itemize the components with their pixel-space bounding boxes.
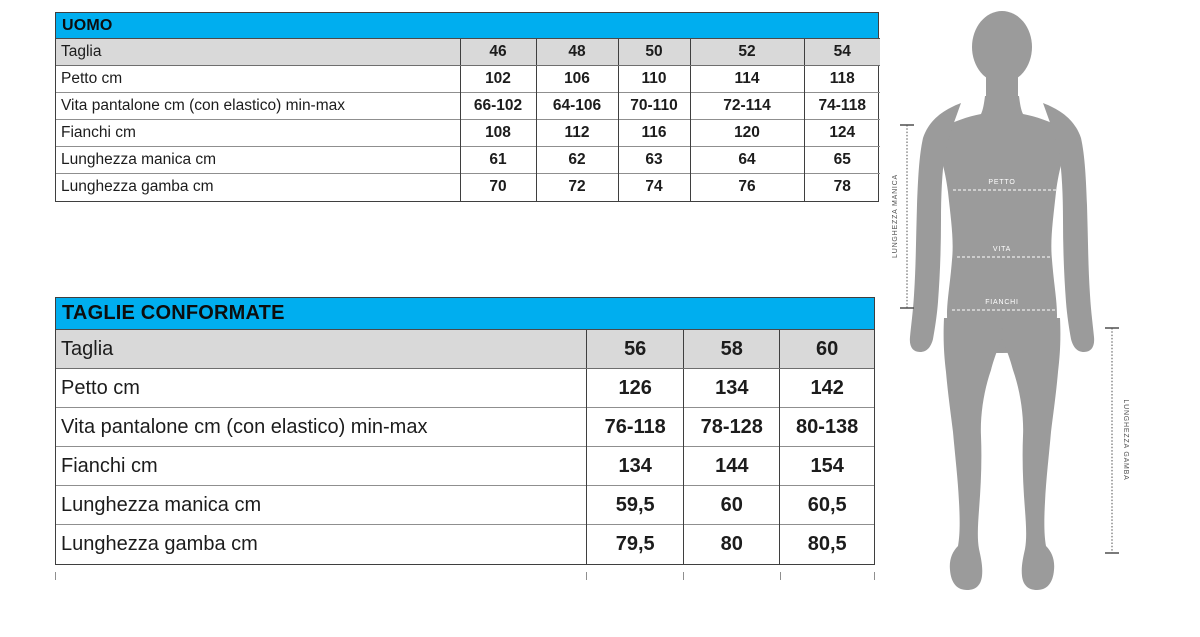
sleeve-length-label: LUNGHEZZA MANICA	[892, 174, 899, 258]
conformate-table-title: TAGLIE CONFORMATE	[56, 298, 874, 329]
row-label-cell: Vita pantalone cm (con elastico) min-max	[56, 408, 587, 447]
conformate-size-grid	[56, 329, 874, 564]
value-cell: 76	[690, 174, 804, 201]
hips-label: FIANCHI	[985, 299, 1019, 306]
torso	[931, 96, 1073, 353]
leg-length-label: LUNGHEZZA GAMBA	[1122, 399, 1129, 481]
row-label-cell: Taglia	[56, 330, 587, 369]
leg-length-measure	[1105, 328, 1119, 553]
value-cell: 64-106	[536, 93, 618, 120]
cropped-row-stub	[55, 572, 876, 580]
value-cell: 63	[618, 147, 690, 174]
value-cell: 60,5	[780, 486, 874, 525]
value-cell: 154	[780, 447, 874, 486]
value-cell: 70-110	[618, 93, 690, 120]
value-cell: 126	[587, 369, 684, 408]
value-cell: 80	[684, 525, 780, 564]
value-cell: 134	[684, 369, 780, 408]
taglie-conformate-table	[55, 297, 875, 565]
body-measurement-figure	[885, 6, 1135, 598]
value-cell: 78-128	[684, 408, 780, 447]
value-cell: 79,5	[587, 525, 684, 564]
size-header-cell: 50	[618, 39, 690, 66]
value-cell: 60	[684, 486, 780, 525]
row-label-cell: Vita pantalone cm (con elastico) min-max	[56, 93, 460, 120]
waist-label: VITA	[992, 246, 1012, 253]
row-label-cell: Lunghezza manica cm	[56, 486, 587, 525]
uomo-size-table	[55, 12, 879, 202]
size-header-cell: 48	[536, 39, 618, 66]
value-cell: 59,5	[587, 486, 684, 525]
size-header-cell: 52	[690, 39, 804, 66]
table-row-chest	[56, 369, 874, 408]
row-label-cell: Lunghezza gamba cm	[56, 174, 460, 201]
value-cell: 70	[460, 174, 536, 201]
value-cell: 64	[690, 147, 804, 174]
value-cell: 144	[684, 447, 780, 486]
table-row-leg	[56, 174, 880, 201]
uomo-table-title: UOMO	[56, 13, 878, 38]
row-label-cell: Fianchi cm	[56, 120, 460, 147]
table-row-sleeve	[56, 147, 880, 174]
chest-label: PETTO	[988, 179, 1016, 186]
value-cell: 110	[618, 66, 690, 93]
row-label-cell: Lunghezza gamba cm	[56, 525, 587, 564]
value-cell: 72	[536, 174, 618, 201]
table-row-hips	[56, 447, 874, 486]
row-label-cell: Petto cm	[56, 66, 460, 93]
row-label-cell: Fianchi cm	[56, 447, 587, 486]
value-cell: 106	[536, 66, 618, 93]
table-row-leg	[56, 525, 874, 564]
value-cell: 61	[460, 147, 536, 174]
value-cell: 66-102	[460, 93, 536, 120]
value-cell: 112	[536, 120, 618, 147]
size-header-cell: 60	[780, 330, 874, 369]
value-cell: 124	[804, 120, 880, 147]
value-cell: 62	[536, 147, 618, 174]
value-cell: 74	[618, 174, 690, 201]
value-cell: 72-114	[690, 93, 804, 120]
table-row-chest	[56, 66, 880, 93]
value-cell: 65	[804, 147, 880, 174]
value-cell: 78	[804, 174, 880, 201]
size-header-cell: 58	[684, 330, 780, 369]
left-leg	[944, 318, 1002, 590]
size-header-cell: 46	[460, 39, 536, 66]
value-cell: 108	[460, 120, 536, 147]
row-label-cell: Taglia	[56, 39, 460, 66]
table-row-waist	[56, 408, 874, 447]
value-cell: 76-118	[587, 408, 684, 447]
size-header-cell: 56	[587, 330, 684, 369]
value-cell: 80-138	[780, 408, 874, 447]
right-leg	[1002, 318, 1060, 590]
value-cell: 102	[460, 66, 536, 93]
sleeve-length-measure	[900, 125, 914, 308]
value-cell: 120	[690, 120, 804, 147]
value-cell: 114	[690, 66, 804, 93]
value-cell: 116	[618, 120, 690, 147]
size-header-row	[56, 39, 880, 66]
row-label-cell: Petto cm	[56, 369, 587, 408]
table-row-sleeve	[56, 486, 874, 525]
uomo-size-grid	[56, 38, 880, 201]
row-label-cell: Lunghezza manica cm	[56, 147, 460, 174]
value-cell: 142	[780, 369, 874, 408]
table-row-hips	[56, 120, 880, 147]
value-cell: 74-118	[804, 93, 880, 120]
table-row-waist	[56, 93, 880, 120]
size-header-row	[56, 330, 874, 369]
size-header-cell: 54	[804, 39, 880, 66]
value-cell: 134	[587, 447, 684, 486]
value-cell: 80,5	[780, 525, 874, 564]
value-cell: 118	[804, 66, 880, 93]
